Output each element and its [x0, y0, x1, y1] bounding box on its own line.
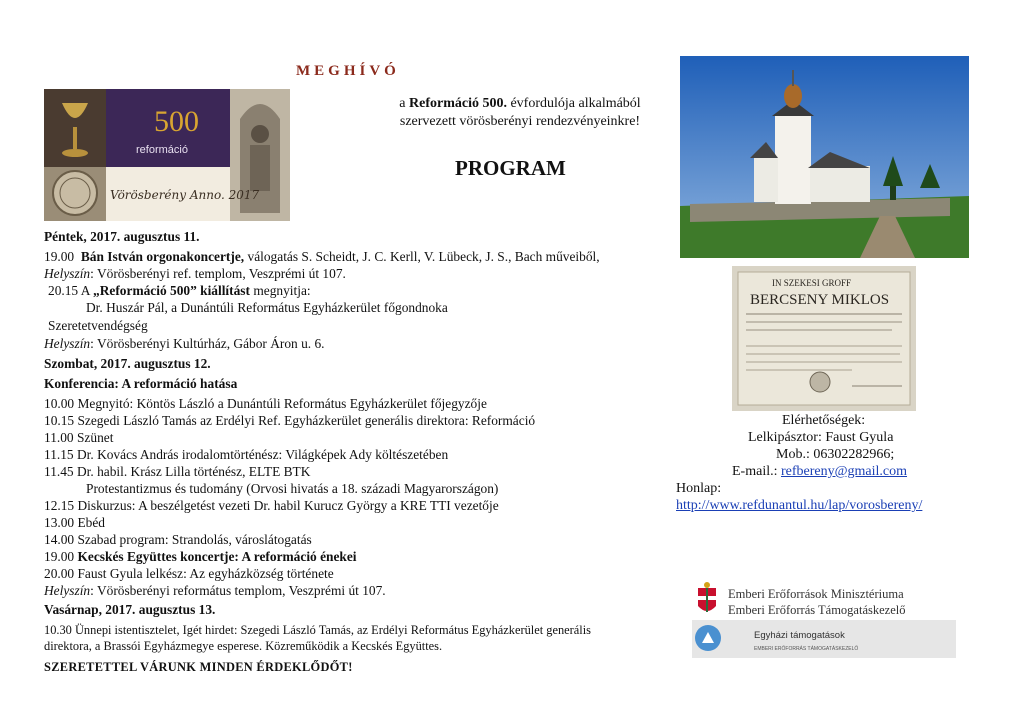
exhibit-rest: megnyitja:	[253, 283, 311, 298]
schedule-item: 10.15 Szegedi László Tamás az Erdélyi Ref. Egyházkerület generális direktora: Reformáció	[44, 413, 536, 428]
place-label: Helyszín	[44, 583, 91, 598]
historic-document-photo	[732, 266, 916, 411]
schedule-item: 14.00 Szabad program: Strandolás, városlátogatás	[44, 532, 312, 547]
friday-line-3	[48, 283, 311, 299]
saturday-heading: Szombat, 2017. augusztus 12.	[44, 356, 211, 371]
sponsor-logo	[692, 580, 956, 658]
schedule-item: 12.15 Diskurzus: A beszélgetést vezeti Dr. habil Kurucz György a KRE TTI vezetője	[44, 498, 499, 513]
schedule-item: 11.45 Dr. habil. Krász Lilla történész, ELTE BTK	[44, 464, 311, 479]
document-line-1: IN SZEKESI GROFF	[772, 278, 852, 288]
friday-line-2	[44, 266, 346, 282]
contact-title: Elérhetőségek:	[782, 413, 866, 428]
program-title: PROGRAM	[455, 156, 566, 180]
friday-time: 19.00	[44, 249, 75, 264]
contact-pastor: Lelkipásztor: Faust Gyula	[748, 430, 894, 445]
website-link[interactable]: http://www.refdunantul.hu/lap/vorosbereny/	[676, 498, 923, 513]
friday-concert: Bán István orgonakoncertje,	[80, 249, 245, 264]
concert-time: 19.00	[44, 549, 75, 564]
schedule-item: 13.00 Ebéd	[44, 515, 105, 530]
conference-heading: Konferencia: A reformáció hatása	[44, 376, 238, 391]
sunday-line-1: 10.30 Ünnepi istentisztelet, Igét hirdet: Szegedi László Tamás, az Erdélyi Református Egyházkerület generális	[44, 623, 592, 637]
schedule-item: 11.15 Dr. Kovács András irodalomtörténész: Világképek Ady költészetében	[44, 447, 449, 462]
saturday-place	[44, 583, 386, 599]
concert-title: Kecskés Együttes koncertje: A reformáció énekei	[77, 549, 357, 564]
web-label: Honlap:	[676, 481, 722, 496]
contact-mobile: Mob.: 06302282966;	[776, 447, 895, 462]
email-link[interactable]: refbereny@gmail.com	[781, 464, 908, 479]
ministry-line: Emberi Erőforrások Minisztériuma	[728, 587, 904, 601]
friday-line-6	[44, 336, 325, 352]
intro-rest: évfordulója alkalmából	[510, 96, 641, 111]
place-label: Helyszín	[44, 266, 91, 281]
talk-line: 20.00 Faust Gyula lelkész: Az egyházközség története	[44, 566, 334, 581]
support-subtitle: EMBERI ERŐFORRÁS TÁMOGATÁSKEZELŐ	[754, 646, 859, 652]
contact-email-line	[732, 463, 907, 480]
document-line-2: BERCSENY MIKLOS	[750, 292, 890, 308]
sunday-line-2: direktora, a Brassói Egyházmegye esperese. Közreműködik a Kecskés Együttes.	[44, 639, 443, 653]
intro-line2: szervezett vörösberényi rendezvényeinkre!	[399, 114, 641, 129]
place-text: : Vörösberényi ref. templom, Veszprémi út 107.	[90, 266, 346, 281]
closing-line: SZERETETTEL VÁRUNK MINDEN ÉRDEKLŐDŐT!	[44, 660, 353, 674]
reformation-collage-image	[44, 89, 290, 221]
intro-prefix: a	[399, 96, 406, 111]
friday-line-1	[44, 249, 600, 265]
schedule-item: 11.00 Szünet	[44, 430, 114, 445]
intro-bold: Reformáció 500.	[409, 96, 507, 111]
place-text: : Vörösberényi Kultúrház, Gábor Áron u. 6.	[90, 336, 325, 351]
schedule-item: Protestantizmus és tudomány (Orvosi hivatás a 18. századi Magyarországon)	[86, 481, 499, 496]
invitation-title: MEGHÍVÓ	[296, 63, 400, 79]
support-title: Egyházi támogatások	[754, 630, 845, 641]
intro-text	[380, 95, 660, 131]
church-photo	[680, 56, 969, 258]
agency-line: Emberi Erőforrás Támogatáskezelő	[728, 603, 906, 617]
exhibit-title: „Reformáció 500” kiállítást	[93, 283, 250, 298]
friday-concert-detail: válogatás S. Scheidt, J. C. Kerll, V. Lübeck, J. S., Bach műveiből,	[247, 249, 600, 264]
friday-heading: Péntek, 2017. augusztus 11.	[44, 229, 200, 244]
exhibit-prefix: 20.15 A	[48, 283, 90, 298]
email-label: E-mail.:	[732, 464, 778, 479]
concert-line	[44, 549, 357, 565]
schedule-item: 10.00 Megnyitó: Köntös László a Dunántúli Református Egyházkerület főjegyzője	[44, 396, 487, 411]
friday-line-5: Szeretetvendégség	[48, 318, 148, 333]
handwriting-text: Vörösberény Anno. 2017	[110, 188, 260, 202]
friday-line-4: Dr. Huszár Pál, a Dunántúli Református Egyházkerület főgondnoka	[86, 300, 448, 315]
place-text: : Vörösberényi református templom, Veszprémi út 107.	[90, 583, 386, 598]
place-label: Helyszín	[44, 336, 91, 351]
logo-number: 500	[154, 105, 199, 138]
sunday-heading: Vasárnap, 2017. augusztus 13.	[44, 602, 216, 617]
logo-word: reformáció	[136, 144, 188, 156]
